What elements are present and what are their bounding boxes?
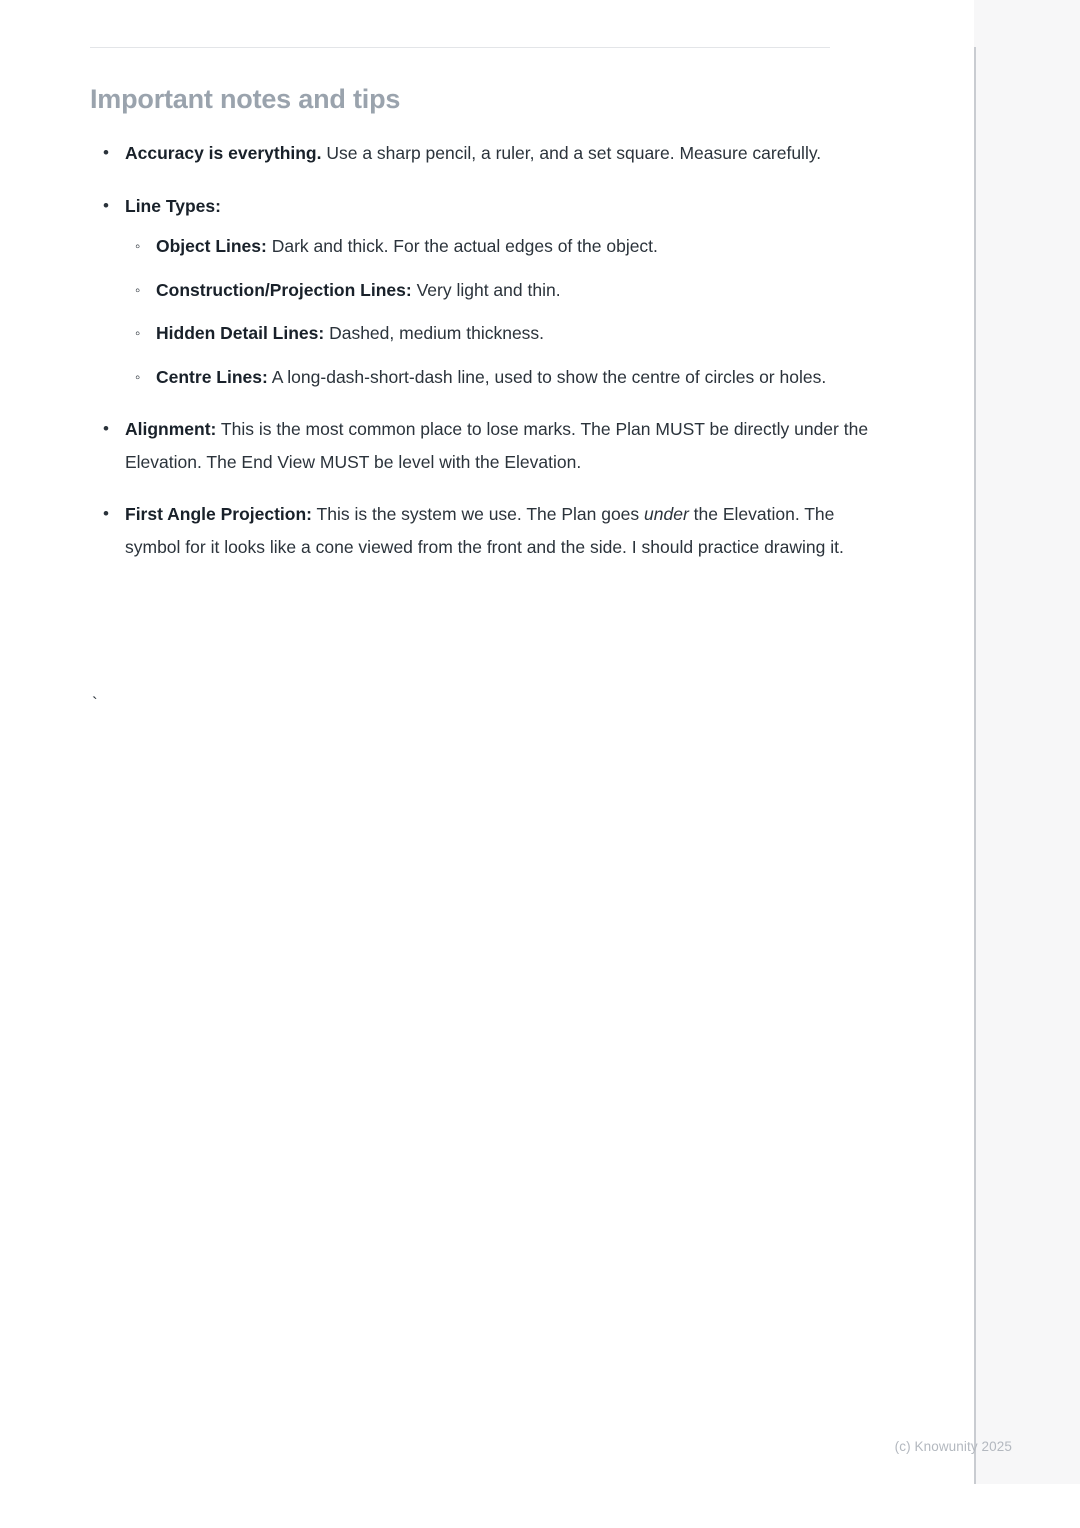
list-item-text: Very light and thin. bbox=[411, 279, 561, 300]
stray-backtick: ` bbox=[92, 694, 98, 713]
line-types-sublist bbox=[125, 230, 870, 393]
list-item bbox=[156, 361, 870, 394]
list-item bbox=[125, 498, 870, 563]
list-item bbox=[125, 413, 870, 478]
list-item-lead: Construction/Projection Lines: bbox=[156, 279, 412, 300]
list-item-text-cont: the Elevation. The symbol for it looks like a cone viewed from the front and the side. I should practice drawing it. bbox=[125, 504, 844, 557]
list-item bbox=[125, 190, 870, 394]
list-item-text: Use a sharp pencil, a ruler, and a set square. Measure carefully. bbox=[321, 143, 822, 163]
list-item-lead: Line Types: bbox=[125, 195, 221, 216]
list-item bbox=[156, 230, 870, 263]
list-item-text: Dark and thick. For the actual edges of the object. bbox=[266, 236, 658, 256]
list-item-text: This is the system we use. The Plan goes bbox=[312, 504, 645, 524]
list-item-lead: First Angle Projection: bbox=[125, 504, 313, 524]
right-gutter bbox=[974, 0, 1080, 1484]
page-title: Important notes and tips bbox=[90, 84, 401, 114]
header-divider bbox=[90, 47, 830, 48]
list-item-text: A long-dash-short-dash line, used to show the centre of circles or holes. bbox=[267, 366, 827, 387]
page-edge-divider bbox=[974, 47, 976, 1484]
list-item-text: Dashed, medium thickness. bbox=[324, 323, 545, 343]
list-item-lead: Alignment: bbox=[125, 419, 217, 439]
list-item-lead: Object Lines: bbox=[156, 236, 267, 256]
footer-credit: (c) Knowunity 2025 bbox=[894, 1439, 1012, 1454]
list-item-lead: Centre Lines: bbox=[156, 366, 268, 387]
notes-list bbox=[90, 137, 870, 583]
list-item-lead: Hidden Detail Lines: bbox=[156, 323, 325, 343]
list-item-lead: Accuracy is everything. bbox=[125, 143, 322, 163]
list-item-emphasis: under bbox=[644, 504, 689, 524]
list-item bbox=[125, 137, 870, 170]
list-item-text: This is the most common place to lose marks. The Plan MUST be directly under the Elevation. The End View MUST be level with the Elevation. bbox=[125, 419, 869, 472]
list-item bbox=[156, 274, 870, 307]
list-item bbox=[156, 317, 870, 350]
